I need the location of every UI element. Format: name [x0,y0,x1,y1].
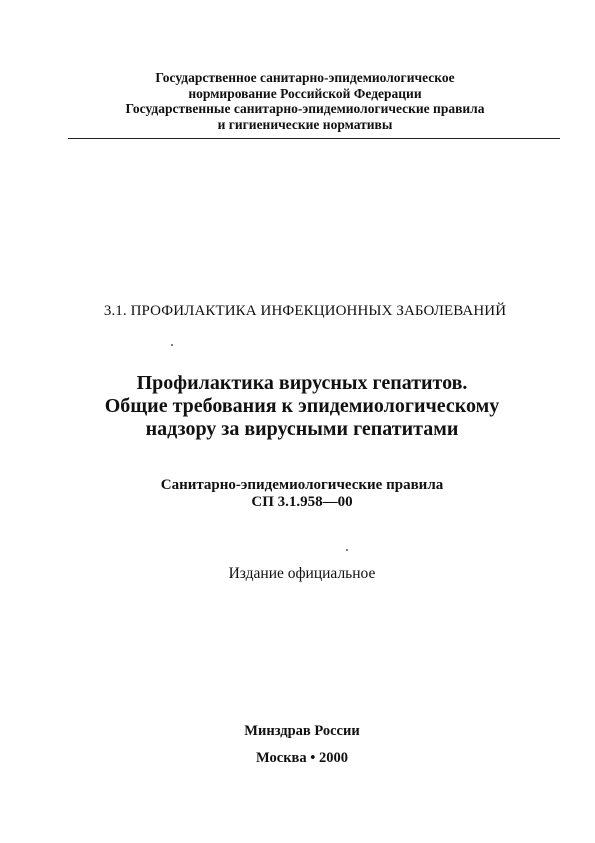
header-line-4: и гигиенические нормативы [217,116,393,132]
header-line-2: нормирование Российской Федерации [188,85,422,101]
rules-block [60,477,544,511]
document-title-line-1: Профилактика вирусных гепатитов. [136,372,468,394]
document-title [60,372,544,441]
document-title-line-2: Общие требования к эпидемиологическому [104,395,500,417]
edition-note: Издание официальное [228,565,376,582]
document-title-line-3: надзору за вирусными гепатитами [145,418,459,440]
scan-speck [171,344,173,346]
header-line-1: Государственное санитарно-эпидемиологическое [155,70,455,85]
header-block [60,70,550,132]
publisher-block [60,718,544,772]
section-title: 3.1. ПРОФИЛАКТИКА ИНФЕКЦИОННЫХ ЗАБОЛЕВАНИЙ [103,303,507,319]
rules-code: СП 3.1.958—00 [251,494,353,510]
header-line-3: Государственные санитарно-эпидемиологические правила [125,101,485,116]
scan-speck [346,549,348,551]
publisher-name: Минздрав России [244,723,360,739]
header-divider [68,138,560,139]
rules-kind: Санитарно-эпидемиологические правила [160,477,444,493]
publisher-place-year: Москва • 2000 [256,750,348,766]
